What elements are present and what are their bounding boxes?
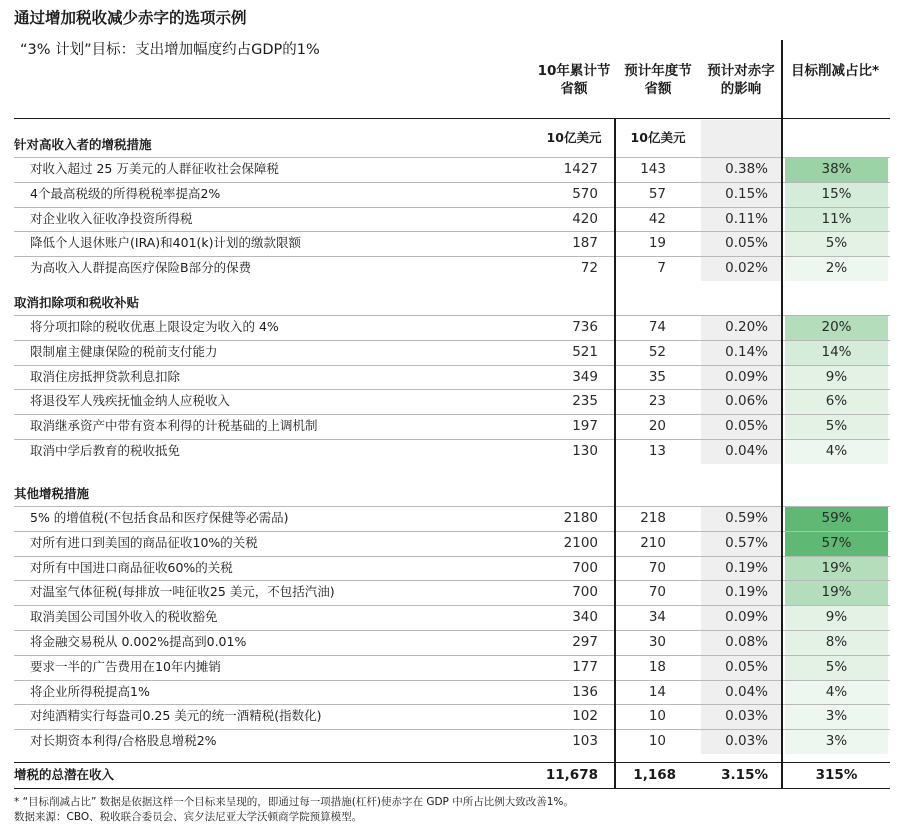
value-target: 4%: [825, 443, 848, 459]
value-annual: 7: [657, 260, 666, 277]
value-cum10: 197: [572, 418, 598, 435]
row-divider: [14, 414, 890, 415]
row-label: 将金融交易税从 0.002%提高到0.01%: [30, 634, 247, 649]
value-target: 9%: [825, 368, 848, 385]
value-cum10: 235: [572, 393, 598, 410]
value-gdp: 0.11%: [725, 210, 768, 227]
value-gdp: 0.15%: [725, 185, 768, 202]
unit-annual: 10亿美元: [630, 130, 686, 145]
row-divider: [14, 655, 890, 656]
value-gdp: 0.05%: [725, 235, 768, 252]
value-annual: 57: [648, 185, 666, 202]
value-target: 9%: [825, 609, 848, 626]
value-target: 3%: [825, 733, 848, 750]
footnote: * “目标削减占比” 数据是依据这样一个目标来呈现的，即通过每一项措施(杠杆)使赤字在 GDP 中所占比例大致改善1%。: [14, 796, 574, 808]
value-target: 19%: [821, 584, 852, 601]
row-label: 限制雇主健康保险的税前支付能力: [30, 343, 218, 359]
section-heading: 针对高收入者的增税措施: [14, 137, 152, 152]
value-target: 15%: [821, 185, 852, 202]
value-target: 14%: [821, 343, 852, 360]
value-cum10: 521: [572, 343, 598, 360]
row-label: 对长期资本利得/合格股息增税2%: [30, 733, 217, 749]
row-divider: [14, 182, 890, 183]
value-annual: 23: [648, 393, 666, 410]
value-gdp: 0.09%: [725, 609, 768, 626]
value-gdp: 0.03%: [725, 733, 768, 750]
value-annual: 19: [648, 235, 666, 252]
total-gdp: 3.15%: [721, 767, 768, 783]
row-divider: [14, 580, 890, 581]
column-divider-left: [614, 118, 616, 788]
value-target: 8%: [825, 634, 848, 650]
row-divider: [14, 389, 890, 390]
row-divider: [14, 365, 890, 366]
value-gdp: 0.59%: [725, 510, 768, 526]
total-annual: 1,168: [633, 767, 676, 783]
value-annual: 218: [640, 510, 666, 526]
value-target: 2%: [825, 260, 848, 277]
row-label: 将退役军人残疾抚恤金纳人应税收入: [30, 393, 231, 409]
value-target: 20%: [821, 319, 852, 335]
value-annual: 210: [640, 534, 666, 551]
value-gdp: 0.04%: [725, 683, 768, 700]
value-cum10: 102: [572, 708, 598, 725]
value-target: 5%: [825, 658, 848, 675]
unit-cum10: 10亿美元: [546, 130, 602, 145]
row-divider: [14, 340, 890, 341]
value-cum10: 736: [572, 319, 598, 335]
row-label: 对收入超过 25 万美元的人群征收社会保障税: [30, 161, 279, 176]
col-header-target: 目标削减占比*: [790, 63, 880, 79]
value-gdp: 0.14%: [725, 343, 768, 360]
total-target: 315%: [815, 767, 858, 783]
value-cum10: 187: [572, 235, 598, 252]
row-divider: [14, 315, 890, 316]
value-gdp: 0.08%: [725, 634, 768, 650]
row-label: 降低个人退休账户(IRA)和401(k)计划的缴款限额: [30, 235, 302, 251]
section-heading: 其他增税措施: [14, 486, 90, 501]
row-label: 对企业收入征收净投资所得税: [30, 210, 193, 226]
col-header-annual: 预计年度节省额: [624, 63, 692, 97]
value-annual: 13: [648, 443, 666, 459]
row-label: 要求一半的广告费用在10年内摊销: [30, 658, 221, 674]
value-cum10: 130: [572, 443, 598, 459]
value-gdp: 0.05%: [725, 658, 768, 675]
value-target: 6%: [825, 393, 848, 410]
value-annual: 10: [648, 708, 666, 725]
row-divider: [14, 704, 890, 705]
total-rule: [14, 762, 890, 763]
row-label: 对纯酒精实行每盎司0.25 美元的统一酒精税(指数化): [30, 708, 322, 724]
source-note: 数据来源：CBO、税收联合委员会、宾夕法尼亚大学沃顿商学院预算模型。: [14, 811, 363, 823]
value-gdp: 0.19%: [725, 584, 768, 601]
value-target: 3%: [825, 708, 848, 725]
value-cum10: 570: [572, 185, 598, 202]
row-divider: [14, 231, 890, 232]
page-subtitle: “3% 计划”目标：支出增加幅度约占GDP的1%: [20, 42, 320, 58]
row-label: 4个最高税级的所得税税率提高2%: [30, 185, 221, 201]
row-divider: [14, 531, 890, 532]
value-annual: 10: [648, 733, 666, 750]
value-gdp: 0.19%: [725, 559, 768, 576]
row-divider: [14, 439, 890, 440]
value-target: 5%: [825, 418, 848, 435]
row-label: 取消住房抵押贷款利息扣除: [30, 368, 181, 384]
value-annual: 30: [648, 634, 666, 650]
value-target: 59%: [821, 510, 852, 526]
value-gdp: 0.04%: [725, 443, 768, 459]
row-label: 将企业所得税提高1%: [30, 683, 150, 699]
value-annual: 20: [648, 418, 666, 435]
row-divider: [14, 207, 890, 208]
row-divider: [14, 256, 890, 257]
value-cum10: 420: [572, 210, 598, 227]
value-gdp: 0.38%: [725, 161, 768, 177]
row-divider: [14, 630, 890, 631]
row-label: 5% 的增值税(不包括食品和医疗保健等必需品): [30, 510, 289, 525]
row-label: 对温室气体征税(每排放一吨征收25 美元，不包括汽油): [30, 584, 335, 600]
value-annual: 52: [648, 343, 666, 360]
row-divider: [14, 729, 890, 730]
value-annual: 35: [648, 368, 666, 385]
row-label: 取消中学后教育的税收抵免: [30, 443, 181, 458]
value-target: 38%: [821, 161, 852, 177]
value-cum10: 700: [572, 584, 598, 601]
value-cum10: 340: [572, 609, 598, 626]
value-cum10: 2100: [563, 534, 598, 551]
value-gdp: 0.09%: [725, 368, 768, 385]
row-label: 取消美国公司国外收入的税收豁免: [30, 609, 218, 625]
row-label: 对所有进口到美国的商品征收10%的关税: [30, 534, 258, 550]
value-gdp: 0.06%: [725, 393, 768, 410]
value-gdp: 0.20%: [725, 319, 768, 335]
row-divider: [14, 680, 890, 681]
section-heading: 取消扣除项和税收补贴: [14, 295, 140, 310]
value-annual: 74: [648, 319, 666, 335]
row-divider: [14, 506, 890, 507]
header-rule: [14, 118, 890, 119]
value-gdp: 0.05%: [725, 418, 768, 435]
value-target: 57%: [821, 534, 852, 551]
value-cum10: 72: [580, 260, 598, 277]
value-gdp: 0.03%: [725, 708, 768, 725]
total-cum10: 11,678: [545, 767, 598, 783]
col-header-deficit: 预计对赤字的影响: [707, 63, 775, 97]
value-target: 4%: [825, 683, 848, 700]
row-label: 将分项扣除的税收优惠上限设定为收入的 4%: [30, 319, 279, 334]
value-annual: 34: [648, 609, 666, 626]
row-label: 对所有中国进口商品征收60%的关税: [30, 559, 233, 575]
value-cum10: 2180: [563, 510, 598, 526]
row-divider: [14, 556, 890, 557]
value-cum10: 136: [572, 683, 598, 700]
value-cum10: 349: [572, 368, 598, 385]
row-divider: [14, 605, 890, 606]
value-cum10: 297: [572, 634, 598, 650]
value-cum10: 177: [572, 658, 598, 675]
value-annual: 18: [648, 658, 666, 675]
bottom-rule: [14, 788, 890, 789]
row-label: 为高收入人群提高医疗保险B部分的保费: [30, 260, 252, 276]
row-divider: [14, 157, 890, 158]
value-annual: 143: [640, 161, 666, 177]
value-target: 19%: [821, 559, 852, 576]
value-annual: 70: [648, 584, 666, 601]
col-header-cum10: 10年累计节省额: [537, 63, 611, 97]
total-label: 增税的总潜在收入: [14, 767, 115, 782]
column-divider-right: [781, 40, 783, 788]
value-annual: 42: [648, 210, 666, 227]
value-cum10: 103: [572, 733, 598, 750]
value-target: 11%: [821, 210, 852, 227]
value-gdp: 0.02%: [725, 260, 768, 277]
value-annual: 70: [648, 559, 666, 576]
value-cum10: 700: [572, 559, 598, 576]
page-title: 通过增加税收减少赤字的选项示例: [14, 9, 247, 27]
row-label: 取消继承资产中带有资本利得的计税基础的上调机制: [30, 418, 318, 434]
value-gdp: 0.57%: [725, 534, 768, 551]
value-target: 5%: [825, 235, 848, 252]
value-cum10: 1427: [563, 161, 598, 177]
value-annual: 14: [648, 683, 666, 700]
